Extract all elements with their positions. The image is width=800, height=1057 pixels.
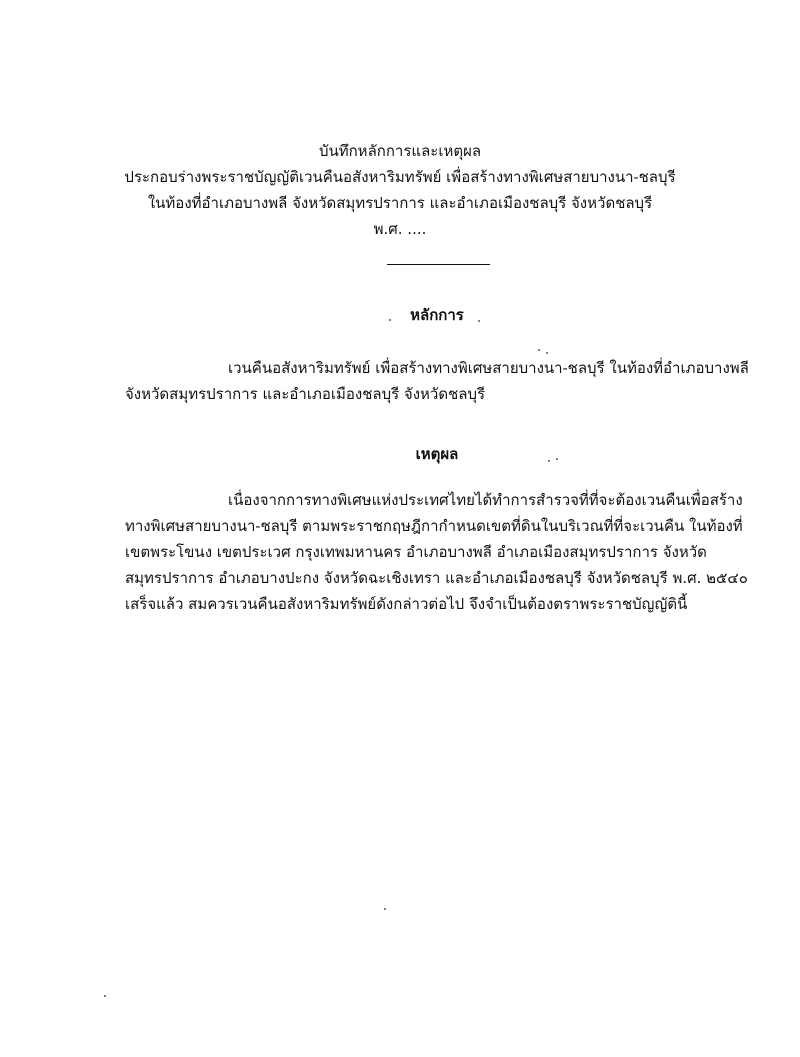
document-header <box>100 138 700 242</box>
scan-speck <box>384 908 386 910</box>
scan-speck <box>548 460 550 462</box>
scan-speck <box>556 458 558 460</box>
document-subtitle-line-1: ประกอบร่างพระราชบัญญัติเวนคืนอสังหาริมทรัพย์ เพื่อสร้างทางพิเศษสายบางนา-ชลบุรี <box>124 168 676 186</box>
principle-line: จังหวัดสมุทรปราการ และอำเภอเมืองชลบุรี จังหวัดชลบุรี <box>125 385 486 403</box>
document-year: พ.ศ. .... <box>373 220 427 238</box>
reason-line: สมุทรปราการ อำเภอบางปะกง จังหวัดฉะเชิงเทรา และอำเภอเมืองชลบุรี จังหวัดชลบุรี พ.ศ. ๒๕๔๐ <box>125 569 748 587</box>
header-divider <box>387 264 490 265</box>
scan-speck <box>538 349 540 351</box>
reason-line: เสร็จแล้ว สมควรเวนคืนอสังหาริมทรัพย์ดังกล่าวต่อไป จึงจำเป็นต้องตราพระราชบัญญัตินี้ <box>125 595 688 613</box>
principle-line: เวนคืนอสังหาริมทรัพย์ เพื่อสร้างทางพิเศษสายบางนา-ชลบุรี ในท้องที่อำเภอบางพลี <box>228 359 749 377</box>
scan-speck <box>389 319 391 321</box>
reason-line: เขตพระโขนง เขตประเวศ กรุงเทพมหานคร อำเภอบางพลี อำเภอเมืองสมุทรปราการ จังหวัด <box>125 543 707 561</box>
reason-heading: เหตุผล <box>415 445 459 463</box>
reason-line: ทางพิเศษสายบางนา-ชลบุรี ตามพระราชกฤษฎีกากำหนดเขตที่ดินในบริเวณที่ที่จะเวนคืน ในท้องที่ <box>125 517 743 535</box>
principle-paragraph <box>125 355 749 407</box>
document-subtitle-line-2: ในท้องที่อำเภอบางพลี จังหวัดสมุทรปราการ และอำเภอเมืองชลบุรี จังหวัดชลบุรี <box>147 194 653 212</box>
reason-paragraph <box>125 487 748 617</box>
scan-speck <box>478 320 480 322</box>
principle-heading: หลักการ <box>410 306 464 324</box>
scan-speck <box>104 995 106 997</box>
scan-speck <box>546 352 548 354</box>
reason-line: เนื่องจากการทางพิเศษแห่งประเทศไทยได้ทำการสำรวจที่ที่จะต้องเวนคืนเพื่อสร้าง <box>228 491 743 509</box>
document-title: บันทึกหลักการและเหตุผล <box>318 142 482 160</box>
